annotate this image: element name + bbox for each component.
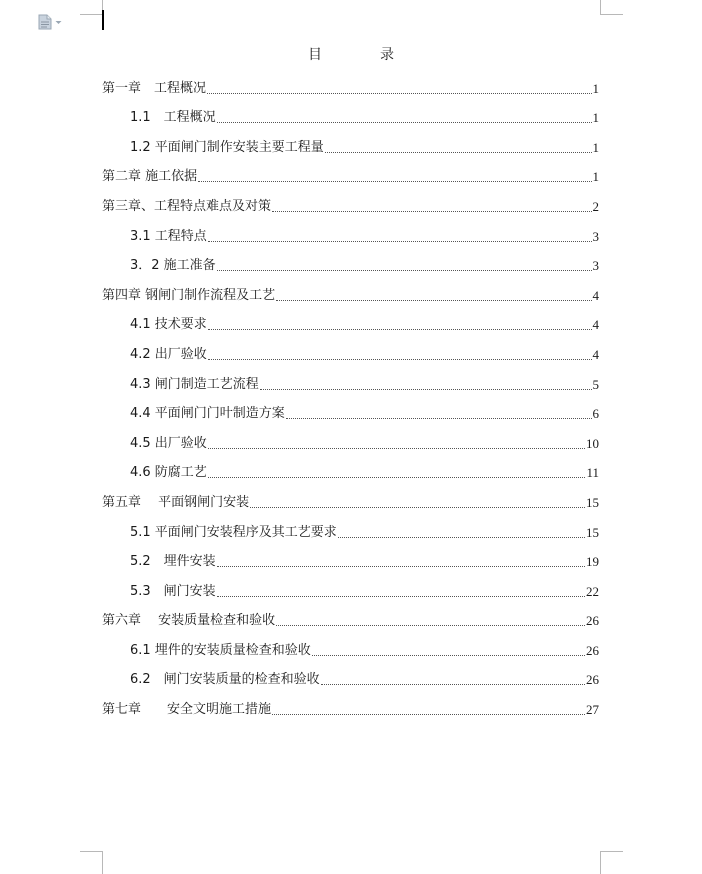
toc-entry-6-2[interactable] [102, 664, 599, 694]
toc-entry-label: 4.1 技术要求 [130, 317, 207, 333]
page-corner-mark-bottom-left [80, 851, 103, 874]
toc-entry-3-1[interactable] [102, 220, 599, 250]
toc-title [0, 44, 702, 64]
document-options-button[interactable] [38, 12, 68, 32]
toc-leader [286, 417, 592, 419]
toc-entry-1-1[interactable] [102, 102, 599, 132]
toc-leader [272, 210, 591, 212]
page-corner-mark-top-right [600, 0, 623, 15]
toc-page-number: 3 [592, 258, 599, 274]
page-corner-mark-bottom-right [600, 851, 623, 874]
toc-page-number: 5 [592, 376, 599, 392]
toc-page-number: 26 [586, 672, 599, 688]
table-of-contents [102, 72, 599, 723]
toc-page-number: 4 [592, 317, 599, 333]
toc-entry-label: 第一章 工程概况 [102, 80, 207, 96]
toc-page-number: 1 [592, 169, 599, 185]
toc-entry-label: 第五章 平面钢闸门安装 [102, 494, 250, 510]
toc-leader [312, 654, 585, 656]
document-icon [38, 14, 52, 30]
toc-leader [276, 299, 591, 301]
toc-page-number: 15 [586, 524, 599, 540]
toc-leader [272, 713, 585, 715]
toc-page-number: 1 [592, 139, 599, 155]
toc-page-number: 22 [586, 583, 599, 599]
toc-page-number: 1 [592, 110, 599, 126]
toc-page-number: 4 [592, 287, 599, 303]
toc-entry-label: 5.2 埋件安装 [130, 554, 216, 570]
toc-entry-label: 6.2 闸门安装质量的检查和验收 [130, 672, 320, 688]
toc-entry-label: 第三章、工程特点难点及对策 [102, 198, 272, 214]
toc-leader [217, 565, 585, 567]
toc-leader [217, 121, 592, 123]
toc-entry-1-2[interactable] [102, 131, 599, 161]
toc-entry-4-6[interactable] [102, 457, 599, 487]
toc-leader [198, 180, 591, 182]
chevron-down-icon [55, 20, 62, 25]
toc-leader [217, 269, 592, 271]
toc-page-number: 26 [586, 613, 599, 629]
toc-page-number: 26 [586, 642, 599, 658]
page-corner-mark-top-left [80, 0, 103, 15]
toc-leader [217, 595, 585, 597]
toc-page-number: 3 [592, 228, 599, 244]
toc-page-number: 19 [586, 554, 599, 570]
toc-entry-label: 3．2 施工准备 [130, 258, 216, 274]
toc-leader [321, 683, 585, 685]
toc-page-number: 27 [586, 702, 599, 718]
toc-entry-label: 5.1 平面闸门安装程序及其工艺要求 [130, 524, 337, 540]
toc-entry-ch1[interactable] [102, 72, 599, 102]
toc-page-number: 1 [592, 80, 599, 96]
toc-entry-label: 第六章 安装质量检查和验收 [102, 613, 276, 629]
toc-entry-label: 第七章 安全文明施工措施 [102, 702, 272, 718]
toc-entry-5-1[interactable] [102, 516, 599, 546]
toc-page-number: 15 [586, 494, 599, 510]
toc-entry-4-5[interactable] [102, 427, 599, 457]
toc-entry-label: 5.3 闸门安装 [130, 583, 216, 599]
text-cursor [102, 10, 104, 30]
toc-leader [260, 388, 592, 390]
toc-leader [208, 476, 586, 478]
toc-entry-label: 1.2 平面闸门制作安装主要工程量 [130, 139, 324, 155]
toc-entry-label: 3.1 工程特点 [130, 228, 207, 244]
toc-entry-3-2[interactable] [102, 250, 599, 280]
toc-leader [208, 358, 592, 360]
toc-leader [207, 92, 591, 94]
toc-leader [208, 240, 592, 242]
toc-entry-ch6[interactable] [102, 605, 599, 635]
toc-page-number: 2 [592, 198, 599, 214]
toc-entry-ch4[interactable] [102, 279, 599, 309]
toc-entry-ch2[interactable] [102, 161, 599, 191]
toc-entry-label: 6.1 埋件的安装质量检查和验收 [130, 642, 311, 658]
toc-entry-label: 4.5 出厂验收 [130, 435, 207, 451]
toc-entry-4-1[interactable] [102, 309, 599, 339]
toc-page-number: 4 [592, 346, 599, 362]
toc-entry-label: 4.2 出厂验收 [130, 346, 207, 362]
toc-page-number: 10 [586, 435, 599, 451]
toc-page-number: 11 [586, 465, 599, 481]
toc-entry-4-3[interactable] [102, 368, 599, 398]
toc-leader [338, 536, 585, 538]
toc-leader [208, 328, 592, 330]
toc-leader [276, 624, 585, 626]
toc-entry-6-1[interactable] [102, 634, 599, 664]
toc-entry-label: 4.3 闸门制造工艺流程 [130, 376, 259, 392]
toc-entry-ch7[interactable] [102, 693, 599, 723]
toc-title-right: 录 [380, 47, 394, 63]
toc-entry-4-4[interactable] [102, 398, 599, 428]
toc-entry-ch5[interactable] [102, 486, 599, 516]
toc-leader [250, 506, 585, 508]
toc-entry-5-3[interactable] [102, 575, 599, 605]
toc-entry-ch3[interactable] [102, 190, 599, 220]
toc-leader [325, 151, 592, 153]
toc-entry-5-2[interactable] [102, 546, 599, 576]
toc-entry-label: 第二章 施工依据 [102, 169, 198, 185]
toc-page-number: 6 [592, 406, 599, 422]
toc-leader [208, 447, 585, 449]
toc-title-left: 目 [308, 47, 322, 63]
toc-entry-label: 4.6 防腐工艺 [130, 465, 207, 481]
toc-entry-label: 4.4 平面闸门门叶制造方案 [130, 406, 285, 422]
toc-entry-label: 第四章 钢闸门制作流程及工艺 [102, 287, 276, 303]
toc-entry-4-2[interactable] [102, 338, 599, 368]
toc-entry-label: 1.1 工程概况 [130, 110, 216, 126]
